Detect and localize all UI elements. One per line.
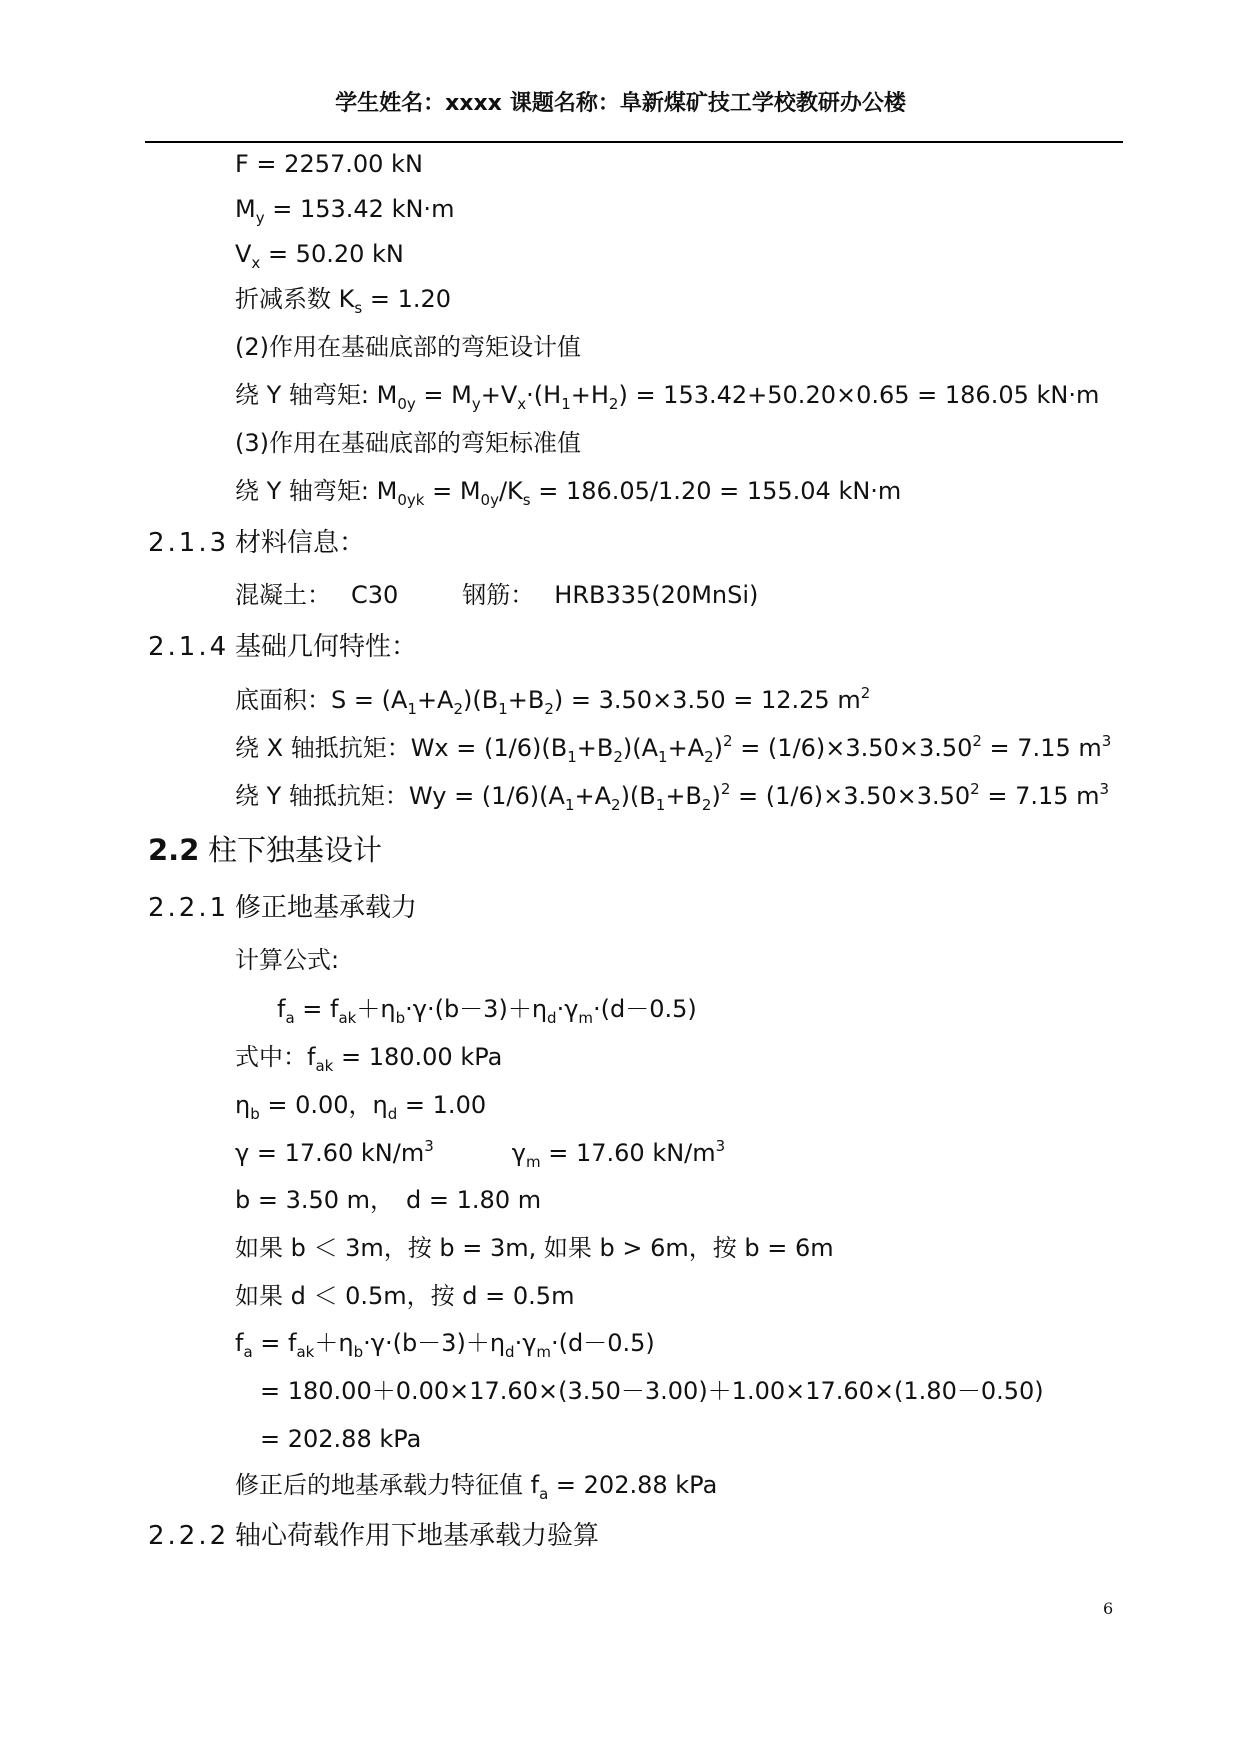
student-label: 学生姓名： [335,91,446,116]
rule-b-line: 如果 b ＜ 3m，按 b = 3m, 如果 b > 6m，按 b = 6m [235,1234,834,1262]
moment-design-line: 绕 Y 轴弯矩: $M_{0y} = M_y+V_x\cdot(H_1+H_2) = 153.42+50.20\times 0.65 = 186.05$ kN·m [235,381,1100,413]
load-ks: 折减系数 $K_s = 1.20$ [235,285,452,317]
page-number: 6 [1103,1599,1114,1618]
gamma-line: γ = 17.60 $kN/m^3$ $\gamma_m = 17.60$ $kN/m^3$ [235,1137,726,1171]
section-2-2-1: 2.2.1 修正地基承载力 [148,893,418,923]
base-area-line: 底面积：$S = (A_1+A_2)(B_1+B_2) = 3.50\times 3.50 = 12.25$ $m^2$ [235,684,871,718]
section-2-1-3: 2.1.3 材料信息： [148,528,366,558]
moment-std-title: (3)作用在基础底部的弯矩标准值 [235,429,581,457]
wx-line: 绕 X 轴抵抗矩：$Wx = (1/6)(B_1+B_2)(A_1+A_2)^2 = (1/6)\times 3.50\times 3.50^2 = 7.15$ $m^3$ [235,732,1112,766]
section-2-2-2: 2.2.2 轴心荷载作用下地基承载力验算 [148,1521,600,1551]
load-f: F = 2257.00 kN [235,150,423,178]
formula-label: 计算公式: [235,946,340,974]
moment-std-line: 绕 Y 轴弯矩: $M_{0yk} = M_{0y}/K_s = 186.05/1.20 = 155.04$ kN·m [235,477,902,509]
rule-d-line: 如果 d ＜ 0.5m，按 d = 0.5m [235,1282,575,1310]
section-2-2: 2.2 柱下独基设计 [148,833,383,867]
formula: $f_a = f_{ak}+\eta_b\cdot\gamma\cdot(b-3)+\eta_d\cdot\gamma_m\cdot(d-0.5)$ [277,995,697,1027]
load-my: $M_y = 153.42$ kN·m [235,195,455,227]
section-2-1-4: 2.1.4 基础几何特性： [148,632,418,662]
wy-line: 绕 Y 轴抵抗矩：$Wy = (1/6)(A_1+A_2)(B_1+B_2)^2 = (1/6)\times 3.50\times 3.50^2 = 7.15$ $m^3$ [235,780,1110,814]
load-vx: $V_x = 50.20$ kN [235,240,404,272]
bd-line: b = 3.50 m， d = 1.80 m [235,1186,542,1214]
eta-line: $\eta_b = 0.00$，$\eta_d = 1.00$ [235,1091,487,1123]
student-name: xxxx [445,91,502,116]
fa-final-line: 修正后的地基承载力特征值 $f_a = 202.88$ kPa [235,1471,718,1503]
fa-calc-line: = 180.00＋0.00×17.60×(3.50－3.00)＋1.00×17.60×(1.80－0.50) [260,1377,1044,1405]
fa-result-line: = 202.88 kPa [260,1425,422,1453]
header-rule [145,141,1123,143]
topic-label: 课题名称： [509,91,620,116]
page-header [0,86,1241,117]
fak-line: 式中：$f_{ak} = 180.00$ kPa [235,1043,503,1075]
material-line: 混凝土： C30 钢筋： HRB335(20MnSi) [235,581,759,609]
topic-name: 阜新煤矿技工学校教研办公楼 [619,91,906,116]
moment-design-title: (2)作用在基础底部的弯矩设计值 [235,333,581,361]
fa-formula-line: $f_a = f_{ak}+\eta_b\cdot\gamma\cdot(b-3)+\eta_d\cdot\gamma_m\cdot(d-0.5)$ [235,1329,655,1361]
